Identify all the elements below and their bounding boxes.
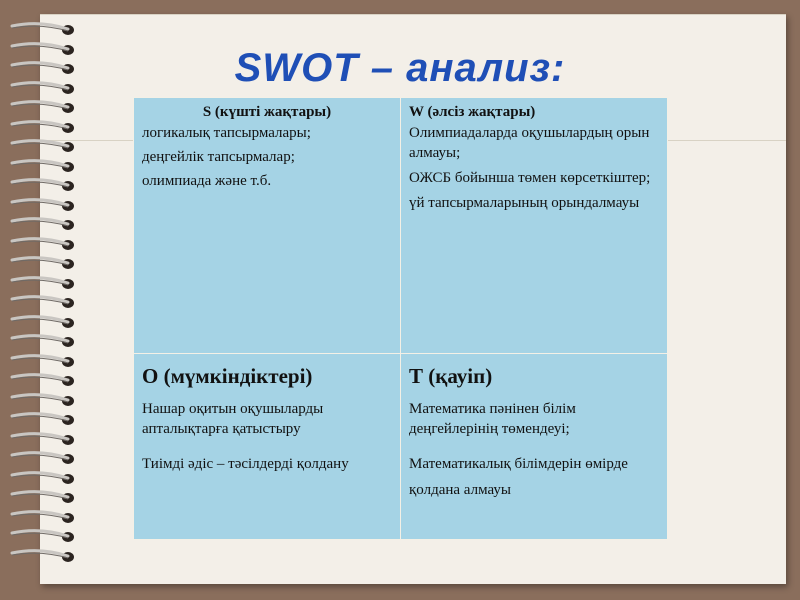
weaknesses-item: Олимпиадаларда оқушылардың орын алмауы;	[409, 125, 650, 161]
strengths-header: S (күшті жақтары)	[202, 104, 332, 120]
spiral-ring-icon	[6, 549, 78, 563]
spiral-ring-icon	[6, 393, 78, 407]
weaknesses-item: ОЖСБ бойынша төмен көрсеткіштер;	[409, 170, 651, 186]
spiral-ring-icon	[6, 139, 78, 153]
weaknesses-cell	[401, 98, 668, 354]
spiral-ring-icon	[6, 276, 78, 290]
spiral-ring-icon	[6, 217, 78, 231]
opportunities-header: О (мүмкіндіктері)	[142, 364, 313, 388]
spiral-ring-icon	[6, 373, 78, 387]
threats-cell	[401, 354, 668, 540]
spiral-binding	[6, 22, 78, 582]
opportunities-item: Нашар оқитын оқушыларды апталықтарға қатыстыру	[142, 401, 324, 437]
spiral-ring-icon	[6, 354, 78, 368]
spiral-ring-icon	[6, 120, 78, 134]
spiral-ring-icon	[6, 295, 78, 309]
weaknesses-header: W (әлсіз жақтары)	[409, 104, 536, 120]
strengths-cell	[134, 98, 401, 354]
threats-header: Т (қауіп)	[409, 364, 493, 388]
strengths-item: деңгейлік тапсырмалар;	[142, 149, 295, 165]
spiral-ring-icon	[6, 451, 78, 465]
spiral-ring-icon	[6, 412, 78, 426]
spiral-ring-icon	[6, 22, 78, 36]
spiral-ring-icon	[6, 237, 78, 251]
opportunities-cell	[134, 354, 401, 540]
spiral-ring-icon	[6, 159, 78, 173]
opportunities-item: Тиімді әдіс – тәсілдерді қолдану	[142, 456, 349, 472]
spiral-ring-icon	[6, 256, 78, 270]
spiral-ring-icon	[6, 100, 78, 114]
spiral-ring-icon	[6, 490, 78, 504]
spiral-ring-icon	[6, 198, 78, 212]
spiral-ring-icon	[6, 334, 78, 348]
swot-table	[133, 97, 668, 540]
slide-title: SWOT – анализ:	[234, 46, 566, 90]
spiral-ring-icon	[6, 471, 78, 485]
paper-top-rule	[40, 14, 786, 15]
strengths-item: олимпиада және т.б.	[142, 173, 272, 189]
strengths-item: логикалық тапсырмалары;	[142, 125, 311, 141]
weaknesses-item: үй тапсырмаларының орындалмауы	[409, 195, 640, 211]
spiral-ring-icon	[6, 432, 78, 446]
threats-item: Математика пәнінен білім деңгейлерінің төмендеуі;	[409, 401, 576, 437]
threats-item: Математикалық білімдерін өмірде қолдана алмауы	[409, 456, 628, 498]
spiral-ring-icon	[6, 315, 78, 329]
spiral-ring-icon	[6, 178, 78, 192]
spiral-ring-icon	[6, 529, 78, 543]
spiral-ring-icon	[6, 510, 78, 524]
